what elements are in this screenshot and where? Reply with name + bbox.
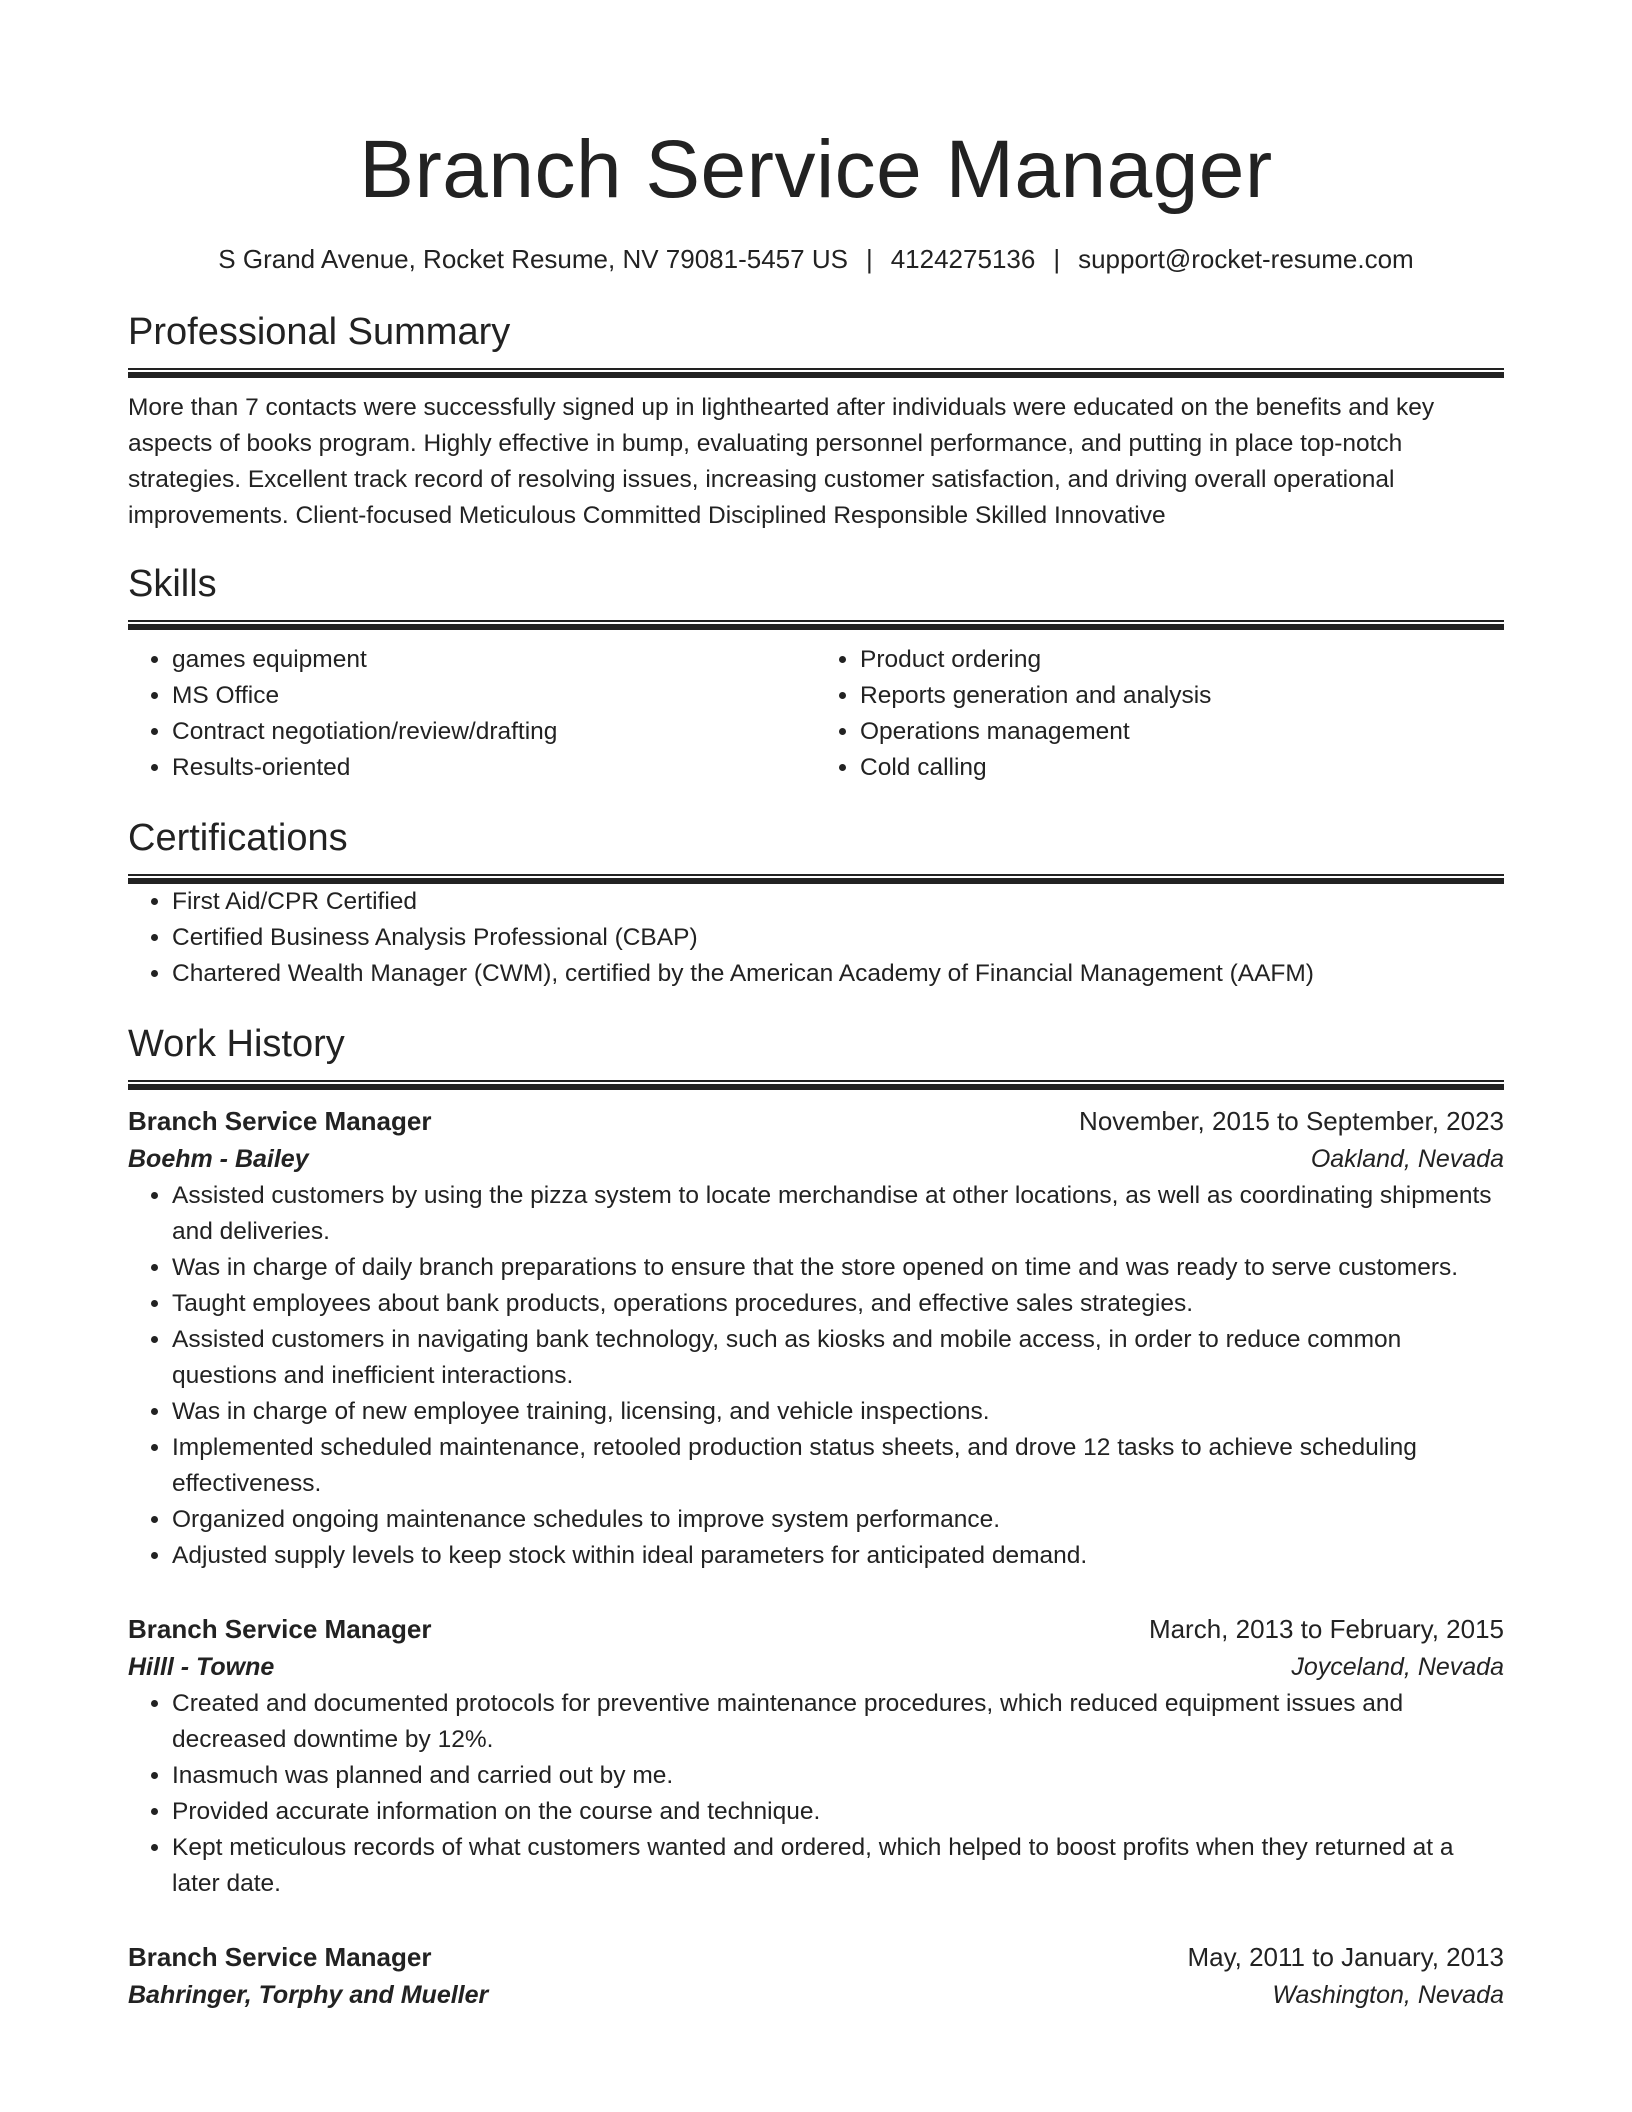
contact-separator: |: [1053, 244, 1061, 274]
job-title: Branch Service Manager: [128, 1942, 432, 1972]
job-company: Bahringer, Torphy and Mueller: [128, 1981, 489, 2009]
job-duty: • Assisted customers in navigating bank technology, such as kiosks and mobile access, in order to reduce common questions and inefficient interactions.: [172, 1322, 1504, 1394]
job-location: Joyceland, Nevada: [1291, 1653, 1504, 1681]
job-duty: • Was in charge of new employee training, licensing, and vehicle inspections.: [172, 1394, 1504, 1430]
section-title-summary: Professional Summary: [128, 311, 511, 353]
job-duties-list: [128, 1686, 1504, 1902]
job-title: Branch Service Manager: [128, 1106, 432, 1136]
skill-item: • MS Office: [172, 678, 816, 714]
contact-email: support@rocket-resume.com: [1078, 244, 1414, 274]
job-duty: • Taught employees about bank products, operations procedures, and effective sales strategies.: [172, 1286, 1504, 1322]
skill-item: • Contract negotiation/review/drafting: [172, 714, 816, 750]
skill-item: • games equipment: [172, 642, 816, 678]
job-duty: • Organized ongoing maintenance schedules to improve system performance.: [172, 1502, 1504, 1538]
job-dates: March, 2013 to February, 2015: [1148, 1614, 1504, 1644]
job-duty: • Adjusted supply levels to keep stock within ideal parameters for anticipated demand.: [172, 1538, 1504, 1574]
job-subheader: [128, 1648, 1504, 1686]
job-entry: [128, 1610, 1504, 1902]
certifications-section: [128, 814, 1504, 992]
section-title-certifications: Certifications: [128, 817, 348, 859]
section-divider: [128, 874, 1504, 884]
section-divider: [128, 1080, 1504, 1090]
section-title-skills: Skills: [128, 563, 217, 605]
skill-item: • Reports generation and analysis: [860, 678, 1504, 714]
contact-address: S Grand Avenue, Rocket Resume, NV 79081-5457 US: [218, 244, 848, 274]
job-dates: May, 2011 to January, 2013: [1187, 1942, 1504, 1972]
section-title-work-history: Work History: [128, 1023, 345, 1065]
job-duty: • Provided accurate information on the course and technique.: [172, 1794, 1504, 1830]
section-divider: [128, 620, 1504, 630]
certification-item: • Chartered Wealth Manager (CWM), certified by the American Academy of Financial Management (AAFM): [172, 956, 1504, 992]
job-header: [128, 1102, 1504, 1140]
skill-item: • Results-oriented: [172, 750, 816, 786]
job-company: Boehm - Bailey: [128, 1145, 309, 1173]
certification-item: • First Aid/CPR Certified: [172, 884, 1504, 920]
skills-grid: [128, 642, 1504, 786]
job-duties-list: [128, 1178, 1504, 1574]
job-subheader: [128, 1140, 1504, 1178]
skills-column-right: [816, 642, 1504, 786]
resume-name: Branch Service Manager: [359, 124, 1273, 215]
contact-separator: |: [865, 244, 873, 274]
job-duty: • Implemented scheduled maintenance, retooled production status sheets, and drove 12 tasks to achieve scheduling effectiveness.: [172, 1430, 1504, 1502]
summary-text: More than 7 contacts were successfully signed up in lighthearted after individuals were educated on the benefits and key aspects of books program. Highly effective in bump, evaluating personnel performance, and putting in place top-notch strategies. Excellent track record of resolving issues, increasing customer satisfaction, and driving overall operational improvements. Client-focused Meticulous Committed Disciplined Responsible Skilled Innovative: [128, 394, 1435, 529]
contact-phone: 4124275136: [890, 244, 1036, 274]
job-subheader: [128, 1976, 1504, 2014]
skills-section: [128, 560, 1504, 786]
certifications-list: [128, 884, 1504, 992]
skills-column-left: [128, 642, 816, 786]
section-divider: [128, 368, 1504, 378]
job-duty: • Inasmuch was planned and carried out by me.: [172, 1758, 1504, 1794]
job-entry: [128, 1938, 1504, 2014]
job-duty: • Was in charge of daily branch preparations to ensure that the store opened on time and was ready to serve customers.: [172, 1250, 1504, 1286]
job-duty: • Assisted customers by using the pizza system to locate merchandise at other locations, as well as coordinating shipments and deliveries.: [172, 1178, 1504, 1250]
skill-item: • Cold calling: [860, 750, 1504, 786]
job-duty: • Kept meticulous records of what customers wanted and ordered, which helped to boost profits when they returned at a later date.: [172, 1830, 1504, 1902]
job-duty: • Created and documented protocols for preventive maintenance procedures, which reduced equipment issues and decreased downtime by 12%.: [172, 1686, 1504, 1758]
job-header: [128, 1938, 1504, 1976]
job-location: Washington, Nevada: [1272, 1981, 1504, 2009]
job-location: Oakland, Nevada: [1310, 1145, 1504, 1173]
job-dates: November, 2015 to September, 2023: [1079, 1106, 1504, 1136]
job-company: Hilll - Towne: [128, 1653, 275, 1681]
certification-item: • Certified Business Analysis Professional (CBAP): [172, 920, 1504, 956]
job-entry: [128, 1102, 1504, 1574]
job-title: Branch Service Manager: [128, 1614, 432, 1644]
skill-item: • Operations management: [860, 714, 1504, 750]
work-history-section: [128, 1020, 1504, 2014]
summary-section: [128, 308, 1504, 534]
contact-line: [128, 242, 1504, 276]
skill-item: • Product ordering: [860, 642, 1504, 678]
job-header: [128, 1610, 1504, 1648]
